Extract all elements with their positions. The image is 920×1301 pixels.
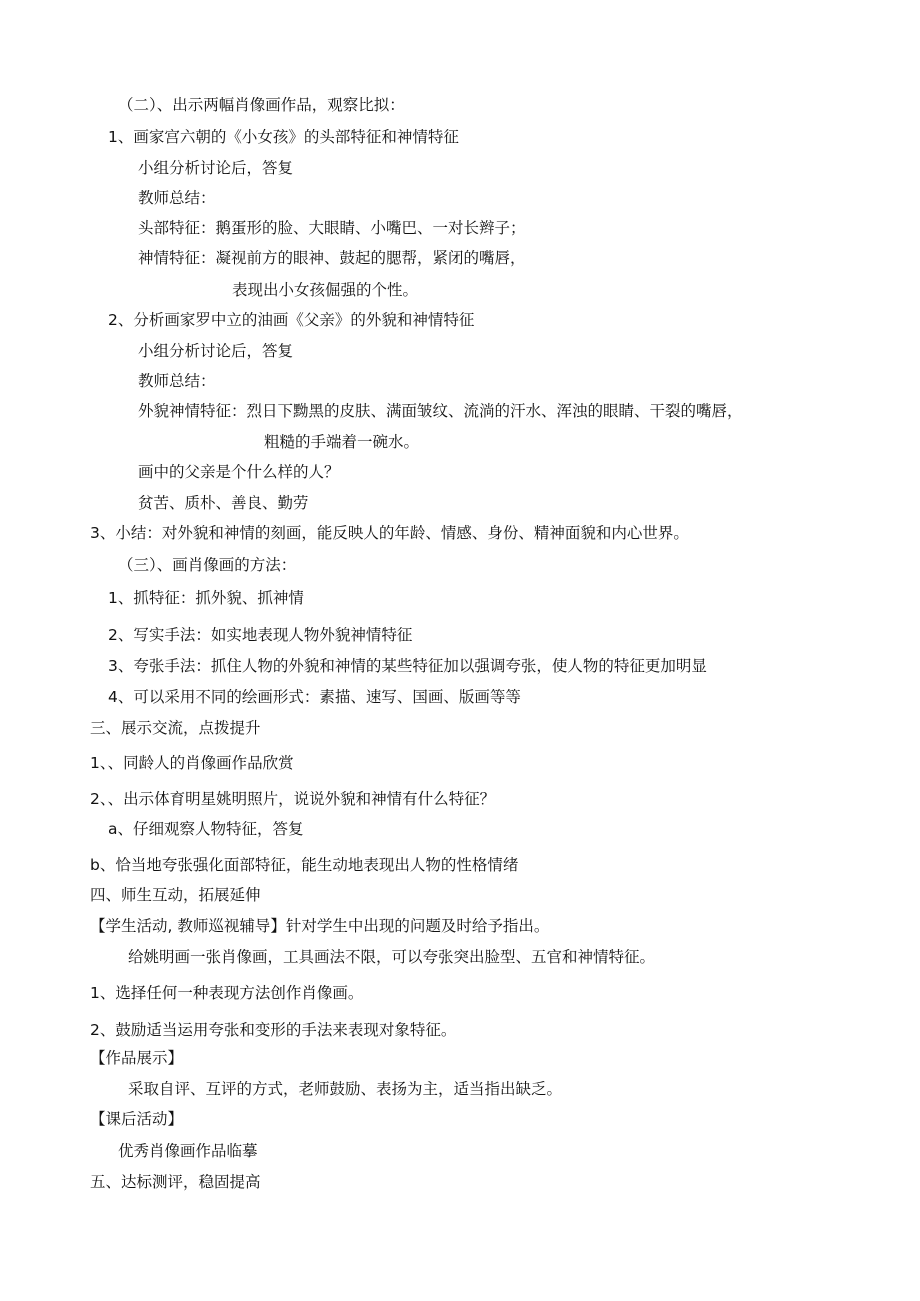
paragraph: 【学生活动, 教师巡视辅导】针对学生中出现的问题及时给予指出。 [90,917,550,935]
paragraph: 画中的父亲是个什么样的人？ [138,463,340,481]
paragraph: 教师总结： [138,372,216,390]
paragraph: 粗糙的手端着一碗水。 [264,433,420,451]
list-item: b、恰当地夸张强化面部特征，能生动地表现出人物的性格情绪 [90,856,519,874]
paragraph: 采取自评、互评的方式，老师鼓励、表扬为主，适当指出缺乏。 [128,1080,563,1098]
paragraph: 神情特征：凝视前方的眼神、鼓起的腮帮，紧闭的嘴唇， [138,249,526,267]
paragraph: 给姚明画一张肖像画，工具画法不限，可以夸张突出脸型、五官和神情特征。 [128,948,656,966]
paragraph: 外貌神情特征：烈日下黝黑的皮肤、满面皱纹、流淌的汗水、浑浊的眼睛、干裂的嘴唇， [138,402,743,420]
section-heading: 【课后活动】 [90,1110,184,1128]
paragraph: 表现出小女孩倔强的个性。 [232,281,419,299]
list-item: 2、、出示体育明星姚明照片，说说外貌和神情有什么特征？ [90,790,496,808]
paragraph: 贫苦、质朴、善良、勤劳 [138,494,309,512]
section-heading: 五、达标测评，稳固提高 [90,1173,261,1191]
list-item: 4、可以采用不同的绘画形式：素描、速写、国画、版画等等 [108,688,521,706]
paragraph: 教师总结： [138,189,216,207]
section-heading: 【作品展示】 [90,1049,184,1067]
section-heading: （二）、出示两幅肖像画作品，观察比拟： [118,96,405,114]
section-heading: （三）、画肖像画的方法： [118,556,297,574]
list-item: 2、分析画家罗中立的油画《父亲》的外貌和神情特征 [108,311,475,329]
list-item: 1、、同龄人的肖像画作品欣赏 [90,754,294,772]
list-item: 3、夸张手法：抓住人物的外貌和神情的某些特征加以强调夸张，使人物的特征更加明显 [108,657,707,675]
list-item: a、仔细观察人物特征，答复 [108,820,304,838]
list-item: 1、抓特征：抓外貌、抓神情 [108,589,304,607]
list-item: 1、选择任何一种表现方法创作肖像画。 [90,984,364,1002]
paragraph: 优秀肖像画作品临摹 [118,1142,258,1160]
section-heading: 三、展示交流，点拨提升 [90,719,261,737]
list-item: 2、鼓励适当运用夸张和变形的手法来表现对象特征。 [90,1021,457,1039]
section-heading: 四、师生互动，拓展延伸 [90,886,261,904]
paragraph: 头部特征：鹅蛋形的脸、大眼睛、小嘴巴、一对长辫子； [138,219,526,237]
paragraph: 小组分析讨论后，答复 [138,342,294,360]
list-item: 3、小结：对外貌和神情的刻画，能反映人的年龄、情感、身份、精神面貌和内心世界。 [90,524,689,542]
list-item: 2、写实手法：如实地表现人物外貌神情特征 [108,626,413,644]
paragraph: 小组分析讨论后，答复 [138,159,294,177]
list-item: 1、画家宫六朝的《小女孩》的头部特征和神情特征 [108,128,459,146]
